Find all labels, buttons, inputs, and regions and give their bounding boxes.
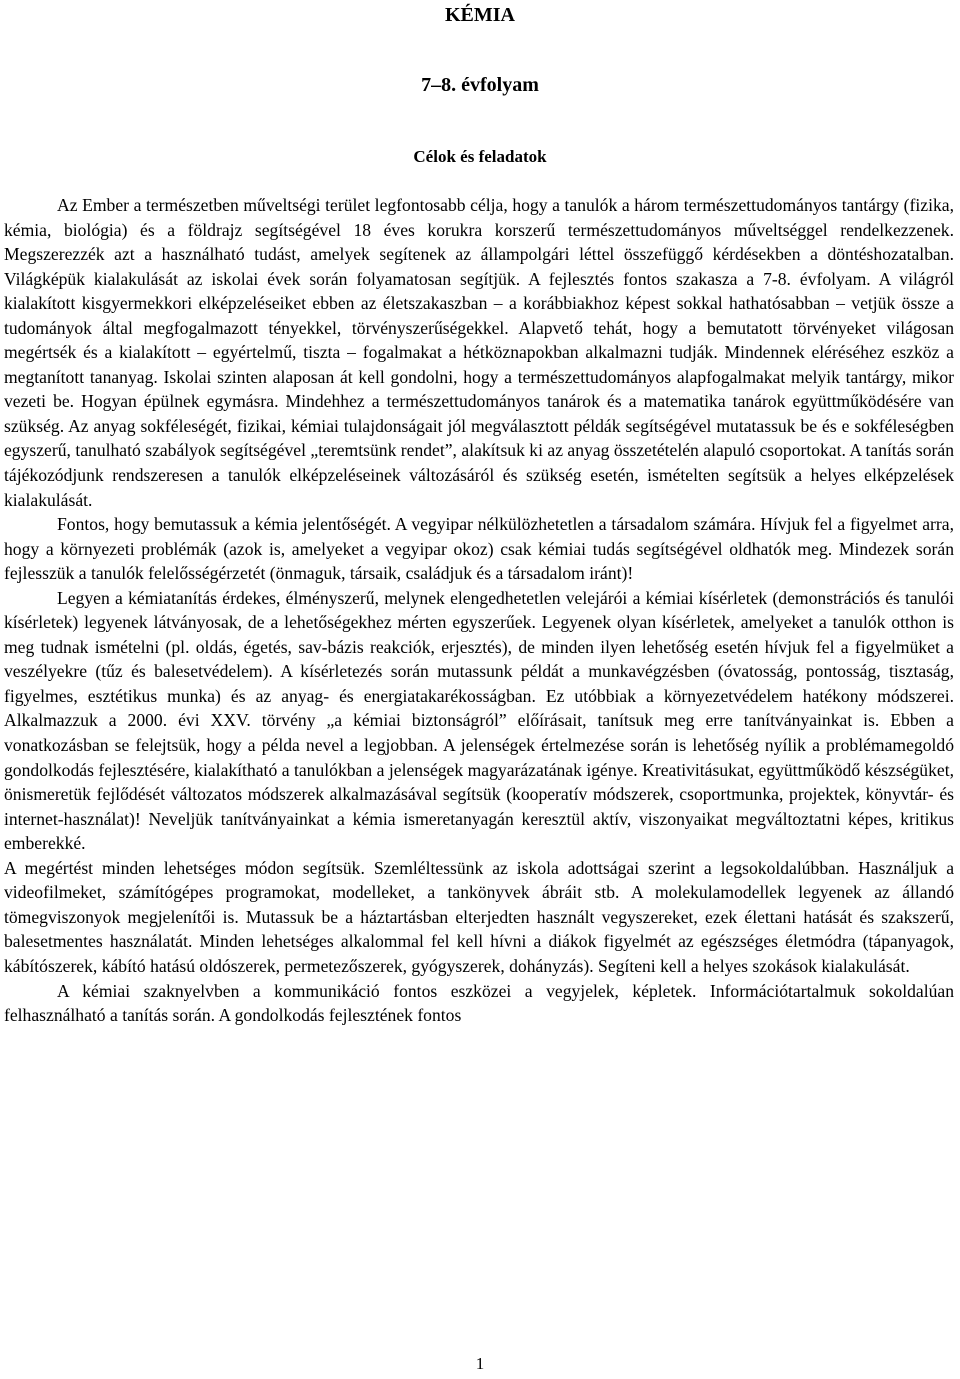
paragraph-understanding: A megértést minden lehetséges módon segítsük. Szemléltessünk az iskola adottságai szerint a legsokoldalúbban. Használjuk a videofilmeket, számítógépes programokat, modelleket, a tankönyvek ábráit stb. A molekulamodellek legyenek az állandó tömegviszonyok megjelenítői is. Mutassuk be a háztartásban elterjedten használt vegyszereket, ezek élettani hatását és szakszerű, balesetmentes használatát. Minden lehetséges alkalommal fel kell hívni a diákok figyelmét az egészséges életmódra (tápanyagok, kábítószerek, kábító hatású oldószerek, permetezőszerek, gyógyszerek, dohányzás). Segíteni kell a helyes szokások kialakulását. (4, 857, 954, 976)
subject-title: KÉMIA (445, 4, 515, 26)
paragraph-experiments: Legyen a kémiatanítás érdekes, élményszerű, melynek elengedhetetlen velejárói a kémiai kísérletek (demonstrációs és tanulói kísérletek) legyenek látványosak, de a lehetőségekhez mérten egyszerűek. Legyenek olyan kísérletek, amelyeket a tanulók otthon is meg tudnak ismételni (pl. oldás, égetés, sav-bázis reakciók, erjesztés), de minden ilyen lehetőség esetén hívjuk fel a figyelmüket a veszélyekre (tűz és balesetvédelem). A kísérletezés során mutassunk példát a munkavégzésben (óvatosság, pontosság, tisztaság, figyelmes, esztétikus munka) és az anyag- és energiatakarékosságban. Ez utóbbiak a környezetvédelem hatékony módszerei. Alkalmazzuk a 2000. évi XXV. törvény „a kémiai biztonságról” előírásait, tanítsuk meg erre tanítványainkat is. Ebben a vonatkozásban se felejtsük, hogy a példa nevel a legjobban. A jelenségek értelmezése során is lehetőség nyílik a problémamegoldó gondolkodás fejlesztésére, kialakítható a tanulókban a jelenségek magyarázatának igénye. Kreativitásukat, együttműködő készségüket, önismeretük fejlődését változatos módszerek alkalmazásával segítsük (kooperatív módszerek, csoportmunka, projektek, könyvtár- és internet-használat)! Neveljük tanítványainkat a kémia ismeretanyagán keresztül aktív, viszonyaikat megváltoztatni képes, kritikus emberekké. (4, 587, 954, 854)
document-body (4, 193, 954, 1028)
paragraph-importance: Fontos, hogy bemutassuk a kémia jelentőségét. A vegyipar nélkülözhetetlen a társadalom számára. Hívjuk fel a figyelmet arra, hogy a környezeti problémák (azok is, amelyeket a vegyipar okoz) csak kémiai tudás segítségével oldhatók meg. Mindezek során fejlesszük a tanulók felelősségérzetét (önmaguk, társaik, családjuk és a társadalom iránt)! (4, 514, 954, 584)
page-number: 1 (475, 1354, 485, 1373)
paragraph-goals: Az Ember a természetben műveltségi terület legfontosabb célja, hogy a tanulók a három természettudományos tantárgy (fizika, kémia, biológia) és a földrajz segítségével 18 éves korukra korszerű természettudományos műveltséggel rendelkezzenek. Megszerezzék azt a használható tudást, amelyek segítenek az állampolgári léttel összefüggő kérdésekben a döntéshozatalban. Világképük kialakulását az iskolai évek során folyamatosan segítjük. A fejlesztés fontos szakasza a 7-8. évfolyam. A világról kialakított kisgyermekkori elképzeléseiket ebben az életszakaszban – a korábbiakhoz képest sokkal hathatósabban – vetjük össze a tudományok által megfogalmazott tényekkel, törvényszerűségekkel. Alapvető tehát, hogy a bemutatott törvényeket világosan megértsék és a kialakított – egyértelmű, tiszta – fogalmakat a hétköznapokban alkalmazni tudják. Mindennek eléréséhez eszköz a megtanított tananyag. Iskolai szinten alaposan át kell gondolni, hogy a természettudományos alapfogalmakat melyik tantárgy, mikor vezeti be. Hogyan épülnek egymásra. Mindehhez a természettudományos tanárok és a matematika tanárok együttműködésére van szükség. Az anyag sokféleségét, fizikai, kémiai tulajdonságait jól megválasztott példák segítségével mutatassuk be és e sokféleségben egyszerű, tanulható szabályok segítségével „teremtsünk rendet”, alakítsuk ki az anyag összetételén alapuló csoportokat. A tanítás során tájékozódjunk rendszeresen a tanulók elképzeléseinek változásáról és szükség esetén, ismételten segítsük a helyes elképzelések kialakulását. (4, 195, 954, 510)
section-heading: Célok és feladatok (413, 147, 547, 166)
grade-heading: 7–8. évfolyam (421, 74, 539, 96)
paragraph-terminology: A kémiai szaknyelvben a kommunikáció fontos eszközei a vegyjelek, képletek. Információtartalmuk sokoldalúan felhasználható a tanítás során. A gondolkodás fejlesztének fontos (4, 980, 954, 1026)
